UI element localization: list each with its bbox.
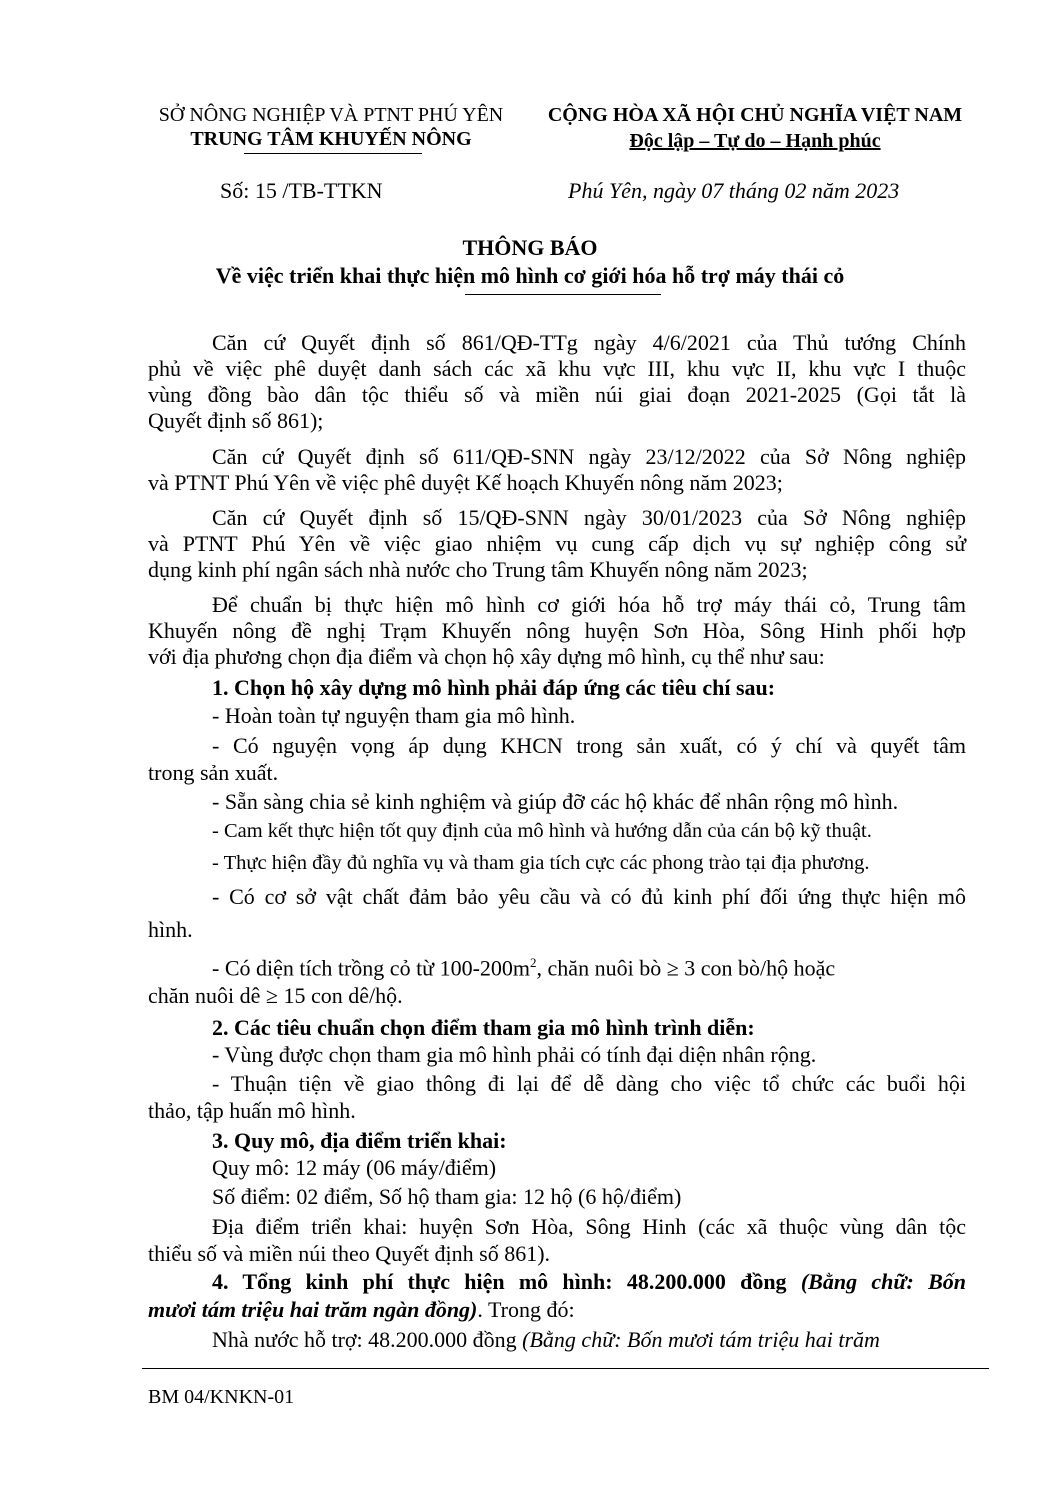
intro-paragraph: Để chuẩn bị thực hiện mô hình cơ giới hóa hỗ trợ máy thái cỏ, Trung tâm [212,592,966,617]
criteria-item: - Hoàn toàn tự nguyện tham gia mô hình. [212,703,576,728]
agency-name: SỞ NÔNG NGHIỆP VÀ PTNT PHÚ YÊN [158,104,504,126]
document-number: Số: 15 /TB-TTKN [220,178,383,203]
section-1-heading: 1. Chọn hộ xây dựng mô hình phải đáp ứng các tiêu chí sau: [212,675,776,700]
criteria-item: - Cam kết thực hiện tốt quy định của mô hình và hướng dẫn của cán bộ kỹ thuật. [212,820,872,842]
location-line: Địa điểm triển khai: huyện Sơn Hòa, Sông Hinh (các xã thuộc vùng dân tộc [212,1214,966,1239]
page-title: THÔNG BÁO [462,235,598,260]
standard-item: - Vùng được chọn tham gia mô hình phải có tính đại diện nhân rộng. [212,1042,817,1067]
form-code: BM 04/KNKN-01 [148,1386,295,1408]
nation-name: CỘNG HÒA XÃ HỘI CHỦ NGHĨA VIỆT NAM [547,104,963,126]
criteria-item: - Có cơ sở vật chất đảm bảo yêu cầu và có đủ kinh phí đối ứng thực hiện mô [212,884,966,909]
section-3-heading: 3. Quy mô, địa điểm triển khai: [212,1128,507,1153]
section-4-heading [212,1269,966,1295]
text-segment: . Trong đó: [477,1297,575,1322]
center-underline [244,153,422,154]
criteria-item [212,950,966,981]
basis-paragraph-2: Căn cứ Quyết định số 611/QĐ-SNN ngày 23/12/2022 của Sở Nông nghiệp [212,444,966,469]
text-segment: - Có diện tích trồng cỏ từ 100-200m [212,955,531,981]
text-line: thảo, tập huấn mô hình. [148,1098,356,1123]
text-line: dụng kinh phí ngân sách nhà nước cho Trung tâm Khuyến nông năm 2023; [148,557,808,582]
title-underline [465,294,661,295]
motto: Độc lập – Tự do – Hạnh phúc [629,130,881,152]
text-line: trong sản xuất. [148,760,279,785]
text-line: phủ về việc phê duyệt danh sách các xã khu vực III, khu vực II, khu vực I thuộc [148,356,966,381]
text-line: với địa phương chọn địa điểm và chọn hộ xây dựng mô hình, cụ thể như sau: [148,644,825,669]
text-line: và PTNT Phú Yên về việc phê duyệt Kế hoạch Khuyến nông năm 2023; [148,470,783,495]
text-line: chăn nuôi dê ≥ 15 con dê/hộ. [148,983,403,1008]
footer-divider [142,1368,989,1369]
center-name: TRUNG TÂM KHUYẾN NÔNG [190,128,472,150]
criteria-item: - Sẵn sàng chia sẻ kinh nghiệm và giúp đỡ các hộ khác để nhân rộng mô hình. [212,789,899,814]
text-line: Quyết định số 861); [148,408,324,433]
text-segment: (Bằng chữ: Bốn [800,1269,966,1294]
funding-line [212,1327,880,1353]
text-line: Khuyến nông đề nghị Trạm Khuyến nông huyện Sơn Hòa, Sông Hinh phối hợp [148,618,966,643]
text-line: vùng đồng bào dân tộc thiểu số và miền núi giai đoạn 2021-2025 (Gọi tắt là [148,382,966,407]
standard-item: - Thuận tiện về giao thông đi lại để dễ dàng cho việc tổ chức các buổi hội [212,1071,966,1096]
superscript: 2 [530,955,537,970]
text-line: và PTNT Phú Yên về việc giao nhiệm vụ cung cấp dịch vụ sự nghiệp công sử [148,531,966,556]
text-segment: mươi tám triệu hai trăm ngàn đồng) [148,1297,478,1322]
text-segment: , chăn nuôi bò ≥ 3 con bò/hộ hoặc [536,955,836,981]
page-subtitle: Về việc triển khai thực hiện mô hình cơ giới hóa hỗ trợ máy thái cỏ [215,263,845,288]
criteria-item: - Có nguyện vọng áp dụng KHCN trong sản xuất, có ý chí và quyết tâm [212,733,966,758]
text-line [148,1297,575,1323]
scale-line: Quy mô: 12 máy (06 máy/điểm) [212,1155,497,1180]
criteria-item: - Thực hiện đầy đủ nghĩa vụ và tham gia tích cực các phong trào tại địa phương. [212,852,870,874]
points-line: Số điểm: 02 điểm, Số hộ tham gia: 12 hộ (6 hộ/điểm) [212,1184,682,1209]
section-2-heading: 2. Các tiêu chuẩn chọn điểm tham gia mô hình trình diễn: [212,1015,755,1040]
text-line: hình. [148,917,193,942]
text-segment: (Bằng chữ: Bốn mươi tám triệu hai trăm [522,1327,880,1352]
basis-paragraph-1: Căn cứ Quyết định số 861/QĐ-TTg ngày 4/6/2021 của Thủ tướng Chính [212,330,966,355]
basis-paragraph-3: Căn cứ Quyết định số 15/QĐ-SNN ngày 30/01/2023 của Sở Nông nghiệp [212,505,966,530]
text-segment: Nhà nước hỗ trợ: 48.200.000 đồng [212,1327,523,1352]
text-line: thiểu số và miền núi theo Quyết định số 861). [148,1241,551,1266]
place-date: Phú Yên, ngày 07 tháng 02 năm 2023 [568,178,900,203]
text-segment: 4. Tổng kinh phí thực hiện mô hình: 48.200.000 đồng [212,1269,801,1294]
